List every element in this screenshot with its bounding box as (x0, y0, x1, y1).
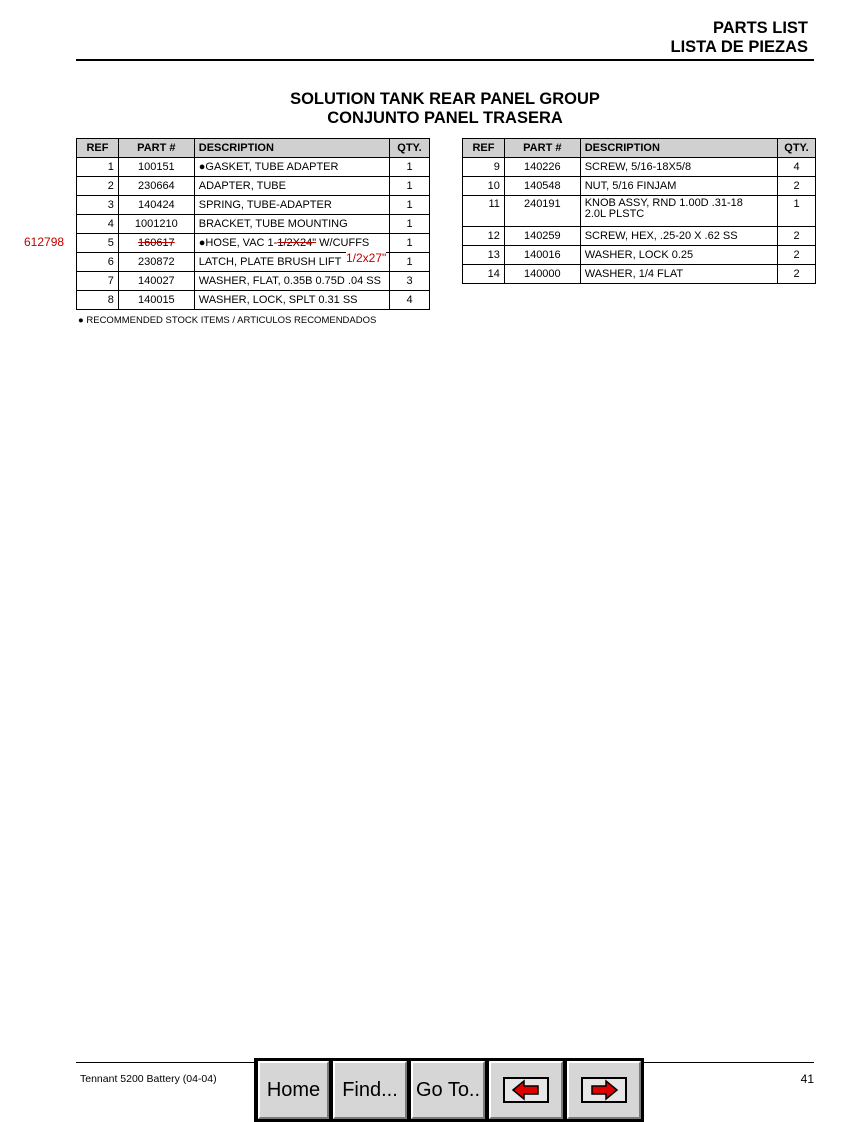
row-ref: 2 (77, 177, 119, 196)
desc-part-a: ●HOSE, VAC 1- (198, 237, 278, 249)
row-ref: 1 (77, 158, 119, 177)
table-row (77, 158, 430, 177)
row-qty: 4 (778, 158, 816, 177)
row-ref: 8 (77, 291, 119, 310)
row-part: 240191 (504, 196, 580, 227)
col-part: PART # (118, 139, 194, 158)
row-description: WASHER, FLAT, 0.35B 0.75D .04 SS (194, 272, 389, 291)
col-description: DESCRIPTION (580, 139, 777, 158)
desc-part-c: W/CUFFS (316, 237, 370, 249)
col-qty: QTY. (390, 139, 430, 158)
desc-line-2: 2.0L PLSTC (584, 208, 645, 220)
table-header-row (463, 139, 816, 158)
row-description: BRACKET, TUBE MOUNTING (194, 215, 389, 234)
row-part: 140226 (504, 158, 580, 177)
table-row (463, 158, 816, 177)
table-row (463, 265, 816, 284)
row-description: NUT, 5/16 FINJAM (580, 177, 777, 196)
page-number: 41 (800, 1072, 814, 1086)
row-description: WASHER, 1/4 FLAT (580, 265, 777, 284)
parts-table-right (462, 138, 816, 284)
row-qty: 1 (390, 196, 430, 215)
row-part: 140027 (118, 272, 194, 291)
desc-struck-size: 1/2X24" (277, 237, 317, 249)
table-row (463, 246, 816, 265)
row-description (194, 234, 389, 253)
table-header-row (77, 139, 430, 158)
row-description: SCREW, HEX, .25-20 X .62 SS (580, 227, 777, 246)
navigation-bar (254, 1058, 644, 1122)
col-part: PART # (504, 139, 580, 158)
row-description: WASHER, LOCK 0.25 (580, 246, 777, 265)
footer-model: Tennant 5200 Battery (04-04) (80, 1073, 217, 1085)
col-ref: REF (463, 139, 505, 158)
next-page-button[interactable] (567, 1061, 641, 1119)
col-qty: QTY. (778, 139, 816, 158)
row-ref: 11 (463, 196, 505, 227)
row-part: 1001210 (118, 215, 194, 234)
row-qty: 1 (390, 158, 430, 177)
row-qty: 2 (778, 265, 816, 284)
row-qty: 1 (778, 196, 816, 227)
row-qty: 1 (390, 234, 430, 253)
header-parts-list: PARTS LIST (712, 19, 808, 37)
header-rule (76, 59, 814, 61)
row-qty: 2 (778, 227, 816, 246)
row-qty: 4 (390, 291, 430, 310)
page-header (670, 19, 808, 57)
row-ref: 14 (463, 265, 505, 284)
table-row (77, 291, 430, 310)
row-part: 140548 (504, 177, 580, 196)
row-part: 230664 (118, 177, 194, 196)
row-part: 140000 (504, 265, 580, 284)
desc-line-1: KNOB ASSY, RND 1.00D .31-18 (584, 197, 743, 209)
row-ref: 5 (77, 234, 119, 253)
parts-table-left (76, 138, 430, 310)
find-button[interactable]: Find... (333, 1061, 407, 1119)
row-ref: 12 (463, 227, 505, 246)
col-ref: REF (77, 139, 119, 158)
row-part: 140015 (118, 291, 194, 310)
table-row (463, 227, 816, 246)
table-row (77, 196, 430, 215)
group-title: SOLUTION TANK REAR PANEL GROUP (290, 90, 600, 108)
row-part: 140016 (504, 246, 580, 265)
row-ref: 13 (463, 246, 505, 265)
row-description: ADAPTER, TUBE (194, 177, 389, 196)
row-ref: 6 (77, 253, 119, 272)
goto-button[interactable]: Go To.. (411, 1061, 485, 1119)
annotation-new-hose-size: 1/2x27" (346, 251, 387, 265)
row-qty: 1 (390, 177, 430, 196)
recommended-stock-note: ● RECOMMENDED STOCK ITEMS / ARTICULOS RECOMENDADOS (78, 315, 377, 326)
row-description: LATCH, PLATE BRUSH LIFT (194, 253, 389, 272)
table-row (77, 215, 430, 234)
annotation-new-part-number: 612798 (24, 235, 65, 249)
row-qty: 1 (390, 215, 430, 234)
row-ref: 7 (77, 272, 119, 291)
struck-part-number: 160617 (137, 237, 175, 249)
row-qty: 2 (778, 246, 816, 265)
row-description: SPRING, TUBE-ADAPTER (194, 196, 389, 215)
row-part: 230872 (118, 253, 194, 272)
home-button[interactable]: Home (258, 1061, 329, 1119)
row-description: WASHER, LOCK, SPLT 0.31 SS (194, 291, 389, 310)
left-arrow-icon (503, 1077, 549, 1103)
table-row (77, 234, 430, 253)
col-description: DESCRIPTION (194, 139, 389, 158)
row-qty: 2 (778, 177, 816, 196)
row-description: SCREW, 5/16-18X5/8 (580, 158, 777, 177)
table-row (77, 272, 430, 291)
row-ref: 4 (77, 215, 119, 234)
row-ref: 3 (77, 196, 119, 215)
row-part: 140259 (504, 227, 580, 246)
table-row (463, 196, 816, 227)
row-part: 100151 (118, 158, 194, 177)
header-lista-de-piezas: LISTA DE PIEZAS (670, 38, 808, 56)
right-arrow-icon (581, 1077, 627, 1103)
table-row (463, 177, 816, 196)
row-qty: 1 (390, 253, 430, 272)
row-qty: 3 (390, 272, 430, 291)
row-description (580, 196, 777, 227)
row-description: ●GASKET, TUBE ADAPTER (194, 158, 389, 177)
row-ref: 9 (463, 158, 505, 177)
row-part-struck (118, 234, 194, 253)
table-row (77, 177, 430, 196)
row-ref: 10 (463, 177, 505, 196)
previous-page-button[interactable] (489, 1061, 563, 1119)
group-title-spanish: CONJUNTO PANEL TRASERA (327, 109, 563, 127)
row-part: 140424 (118, 196, 194, 215)
